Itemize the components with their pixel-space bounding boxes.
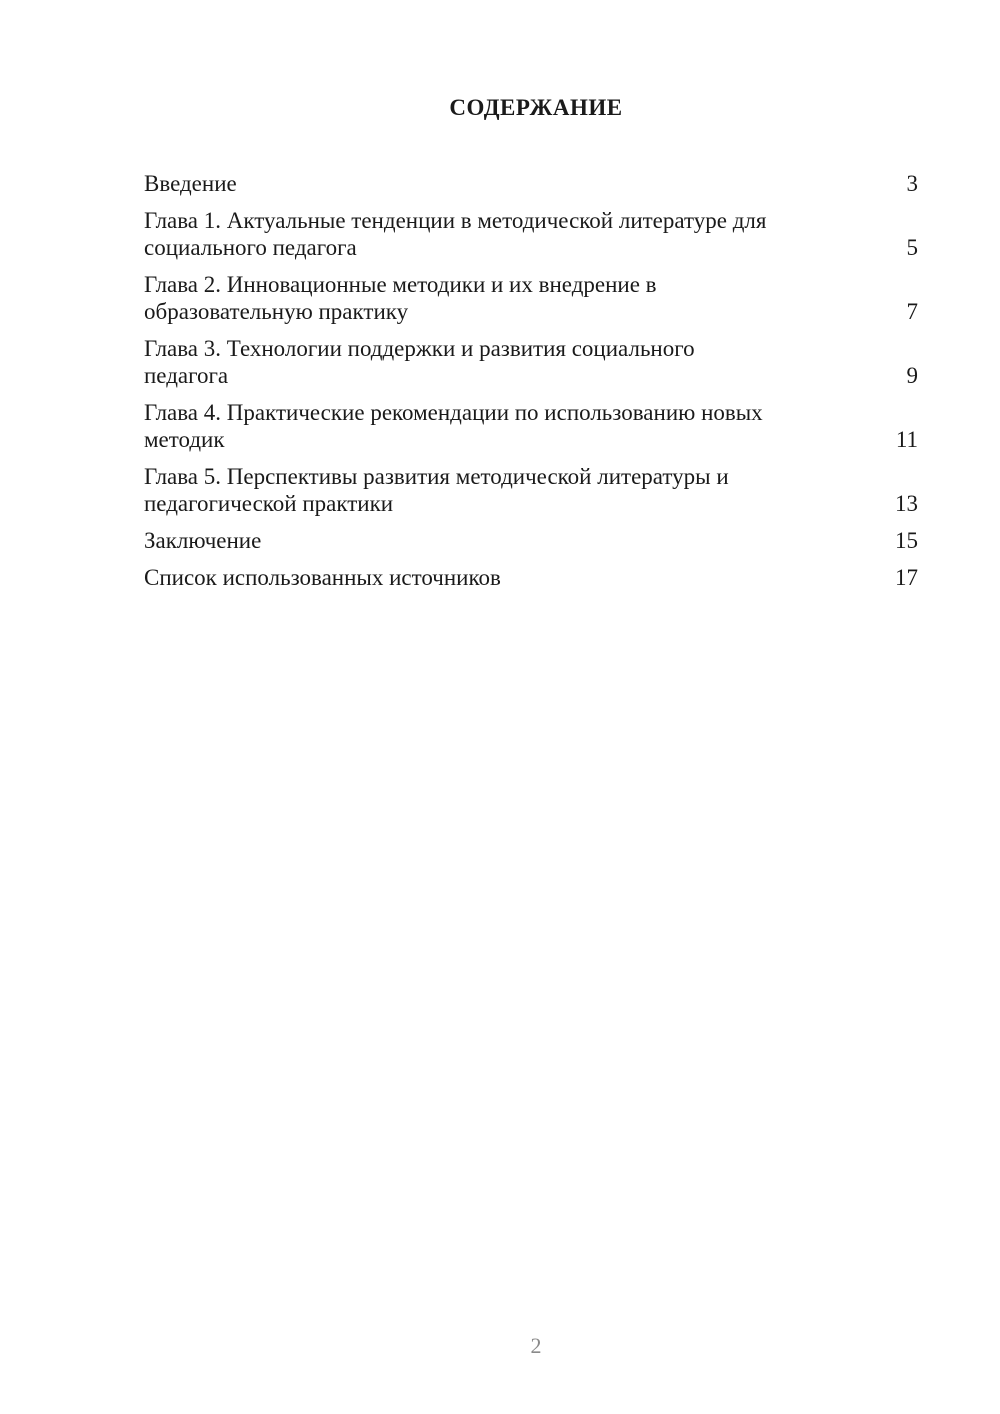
- toc-page-number: 9: [906, 363, 918, 388]
- toc-entry-text: [144, 399, 834, 453]
- toc-entry-text: [144, 271, 834, 325]
- toc-entry-chapter-5: [144, 463, 918, 517]
- toc-entry-chapter-1: [144, 207, 918, 261]
- toc-entry-line: Глава 4. Практические рекомендации по использованию новых: [144, 400, 763, 425]
- toc-page-number: 15: [895, 528, 918, 553]
- toc-page-number: 5: [906, 235, 918, 260]
- toc-entry-text: [144, 335, 834, 389]
- toc-entry-line: Список использованных источников: [144, 565, 501, 590]
- toc-page-number: 17: [895, 565, 918, 590]
- toc-entry-line: педагога: [144, 363, 229, 388]
- toc-entry-line: Глава 3. Технологии поддержки и развития социального: [144, 336, 695, 361]
- toc-entry-text: [144, 527, 834, 554]
- toc-entry-chapter-4: [144, 399, 918, 453]
- toc-entry-line: Заключение: [144, 528, 262, 553]
- toc-entry-chapter-2: [144, 271, 918, 325]
- toc-entry-line: образовательную практику: [144, 299, 409, 324]
- toc-page-number: 11: [895, 427, 918, 452]
- toc-entry-text: [144, 564, 834, 591]
- toc-entry-line: Глава 1. Актуальные тенденции в методической литературе для: [144, 208, 767, 233]
- toc-entry-line: Введение: [144, 171, 237, 196]
- page-footer-number: 2: [530, 1333, 542, 1358]
- toc-page-number: 3: [906, 171, 918, 196]
- toc-entry-line: педагогической практики: [144, 491, 394, 516]
- toc-entry-conclusion: [144, 527, 918, 554]
- toc-entry-text: [144, 207, 834, 261]
- toc-entry-chapter-3: [144, 335, 918, 389]
- toc-entry-references: [144, 564, 918, 591]
- toc-entry-line: методик: [144, 427, 225, 452]
- page-title: СОДЕРЖАНИЕ: [449, 95, 623, 120]
- toc-entry-text: [144, 170, 834, 197]
- table-of-contents: [144, 170, 918, 601]
- toc-entry-line: Глава 2. Инновационные методики и их внедрение в: [144, 272, 657, 297]
- toc-entry-text: [144, 463, 834, 517]
- toc-entry-introduction: [144, 170, 918, 197]
- toc-page-number: 7: [906, 299, 918, 324]
- toc-page-number: 13: [895, 491, 918, 516]
- toc-entry-line: Глава 5. Перспективы развития методической литературы и: [144, 464, 729, 489]
- toc-entry-line: социального педагога: [144, 235, 357, 260]
